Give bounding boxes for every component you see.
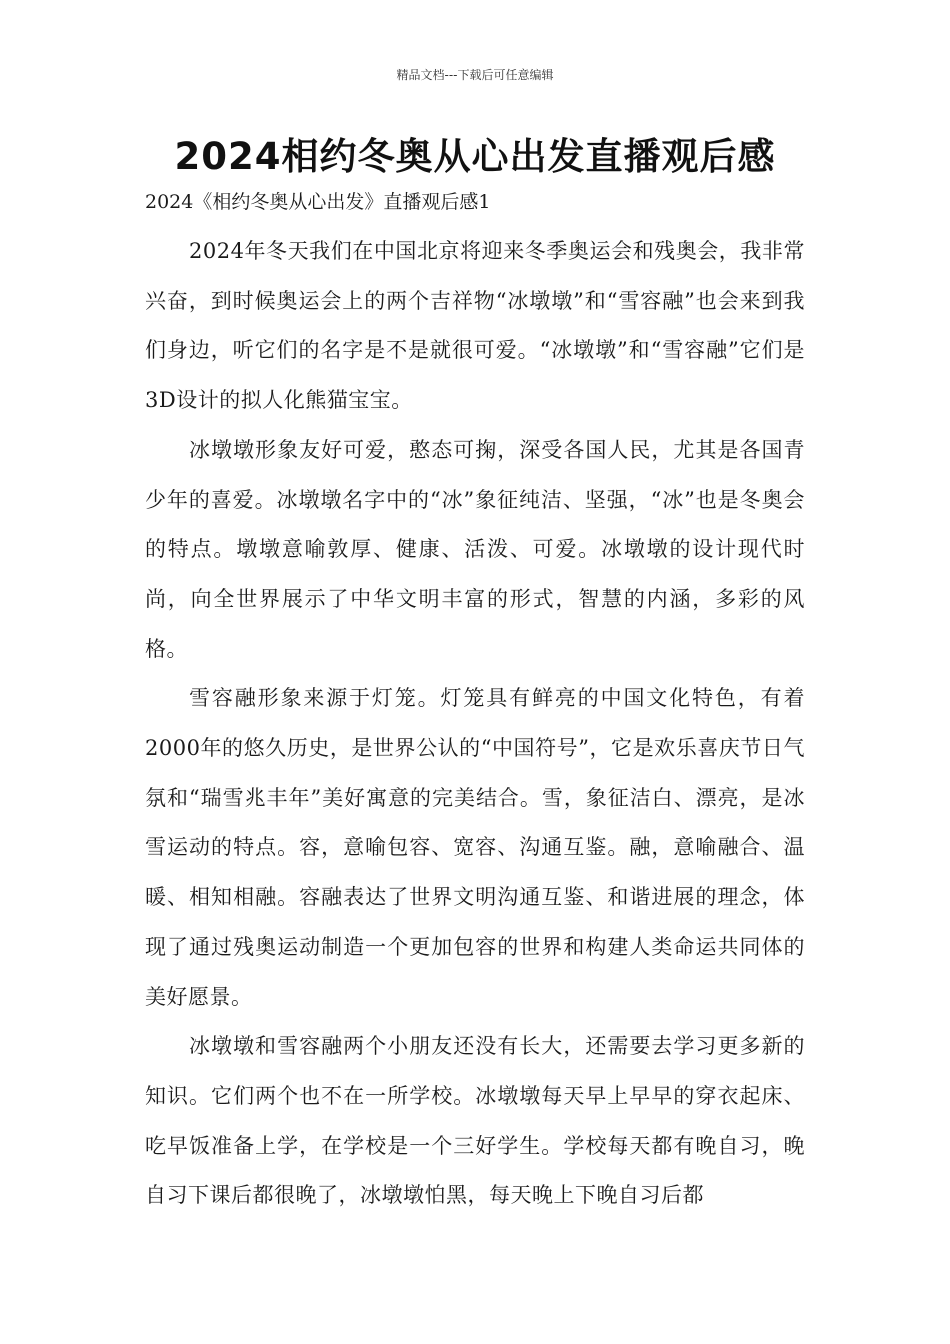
paragraph: 2024年冬天我们在中国北京将迎来冬季奥运会和残奥会，我非常兴奋，到时候奥运会上的两个吉祥物“冰墩墩”和“雪容融”也会来到我们身边，听它们的名字是不是就很可爱。“冰墩墩”和“雪容融”它们是3D设计的拟人化熊猫宝宝。 (145, 239, 805, 413)
document-body (145, 227, 805, 1221)
paragraph: 雪容融形象来源于灯笼。灯笼具有鲜亮的中国文化特色，有着2000年的悠久历史，是世界公认的“中国符号”，它是欢乐喜庆节日气氛和“瑞雪兆丰年”美好寓意的完美结合。雪，象征洁白、漂亮，是冰雪运动的特点。容，意喻包容、宽容、沟通互鉴。融，意喻融合、温暖、相知相融。容融表达了世界文明沟通互鉴、和谐进展的理念，体现了通过残奥运动制造一个更加包容的世界和构建人类命运共同体的美好愿景。 (145, 686, 805, 1009)
document-title: 2024相约冬奥从心出发直播观后感 (174, 135, 776, 178)
paragraph: 冰墩墩和雪容融两个小朋友还没有长大，还需要去学习更多新的知识。它们两个也不在一所学校。冰墩墩每天早上早早的穿衣起床、吃早饭准备上学，在学校是一个三好学生。学校每天都有晚自习，晚自习下课后都很晚了，冰墩墩怕黑，每天晚上下晚自习后都 (145, 1034, 805, 1208)
document-subtitle: 2024《相约冬奥从心出发》直播观后感1 (145, 191, 491, 213)
page-header-watermark: 精品文档---下载后可任意编辑 (396, 68, 554, 82)
paragraph: 冰墩墩形象友好可爱，憨态可掬，深受各国人民，尤其是各国青少年的喜爱。冰墩墩名字中的“冰”象征纯洁、坚强，“冰”也是冬奥会的特点。墩墩意喻敦厚、健康、活泼、可爱。冰墩墩的设计现代时尚，向全世界展示了中华文明丰富的形式，智慧的内涵，多彩的风格。 (145, 437, 805, 661)
